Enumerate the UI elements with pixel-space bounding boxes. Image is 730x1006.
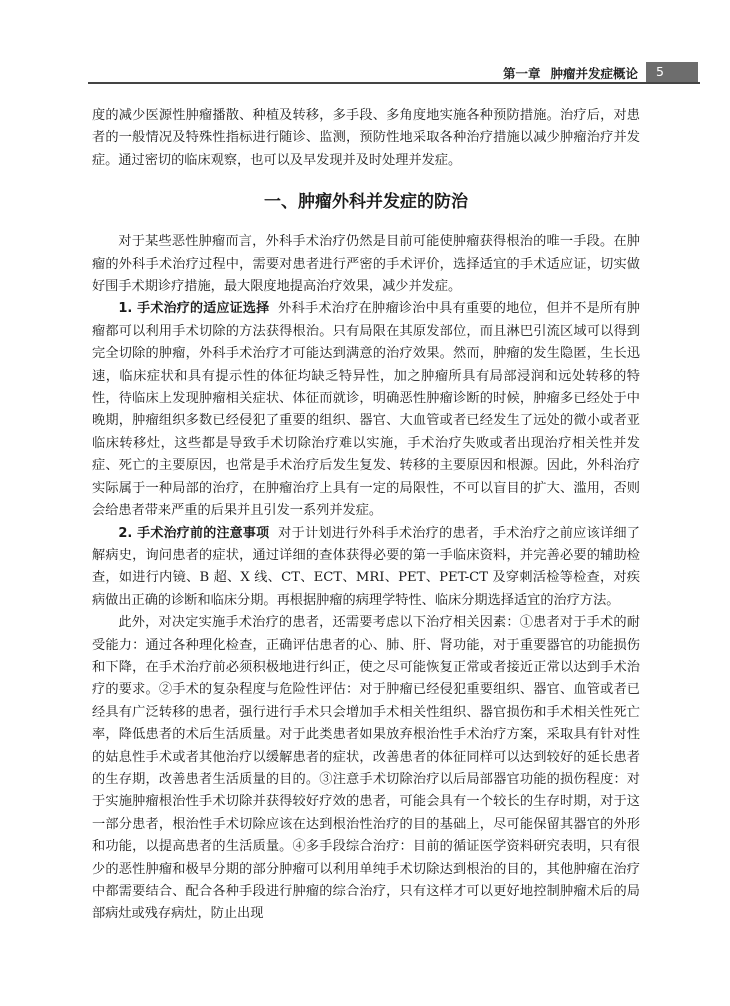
running-header bbox=[503, 64, 638, 82]
chapter-label: 第一章 bbox=[502, 66, 541, 81]
page-number: 5 bbox=[646, 62, 698, 82]
page-body bbox=[92, 105, 640, 926]
paragraph-2 bbox=[92, 298, 640, 522]
paragraph-3-body: 对于计划进行外科手术治疗的患者，手术治疗之前应该详细了解病史，询问患者的症状，通过详细的查体获得必要的第一手临床资料，并完善必要的辅助检查，如进行内镜、B 超、X 线、CT、ECT、MRI、PET、PET-CT 及穿刺活检等检查，对疾病做出正确的诊断和临床分期。再根据肿瘤的病理学特性、临床分期选择适宜的治疗方法。 bbox=[92, 525, 640, 608]
paragraph-4: 此外，对决定实施手术治疗的患者，还需要考虑以下治疗相关因素：①患者对于手术的耐受能力：通过各种理化检查，正确评估患者的心、肺、肝、肾功能，对于重要器官的功能损伤和下降，在手术治疗前必须积极地进行纠正，使之尽可能恢复正常或者接近正常以达到手术治疗的要求。②手术的复杂程度与危险性评估：对于肿瘤已经侵犯重要组织、器官、血管或者已经具有广泛转移的患者，强行进行手术只会增加手术相关性组织、器官损伤和手术相关性死亡率，降低患者的术后生活质量。对于此类患者如果放弃根治性手术治疗方案，采取具有针对性的姑息性手术或者其他治疗以缓解患者的症状，改善患者的体征同样可以达到较好的延长患者的生存期，改善患者生活质量的目的。③注意手术切除治疗以后局部器官功能的损伤程度：对于实施肿瘤根治性手术切除并获得较好疗效的患者，可能会具有一个较长的生存时期，对于这一部分患者，根治性手术切除应该在达到根治性治疗的目的基础上，尽可能保留其器官的外形和功能，以提高患者的生活质量。④多手段综合治疗：目前的循证医学资料研究表明，只有很少的恶性肿瘤和极早分期的部分肿瘤可以利用单纯手术切除达到根治的目的，其他肿瘤在治疗中都需要结合、配合各种手段进行肿瘤的综合治疗，只有这样才可以更好地控制肿瘤术后的局部病灶或残存病灶，防止出现 bbox=[92, 615, 640, 922]
subheading-indications: 1. 手术治疗的适应证选择 bbox=[118, 301, 270, 317]
intro-paragraph: 度的减少医源性肿瘤播散、种植及转移，多手段、多角度地实施各种预防措施。治疗后，对患者的一般情况及特殊性指标进行随诊、监测，预防性地采取各种治疗措施以减少肿瘤治疗并发症。通过密切的临床观察，也可以及早发现并及时处理并发症。 bbox=[92, 108, 640, 168]
paragraph-3 bbox=[92, 523, 640, 613]
paragraph-1: 对于某些恶性肿瘤而言，外科手术治疗仍然是目前可能使肿瘤获得根治的唯一手段。在肿瘤的外科手术治疗过程中，需要对患者进行严密的手术评价，选择适宜的手术适应证，切实做好围手术期诊疗措施，最大限度地提高治疗效果，减少并发症。 bbox=[92, 234, 640, 295]
paragraph-2-body: 外科手术治疗在肿瘤诊治中具有重要的地位，但并不是所有肿瘤都可以利用手术切除的方法获得根治。只有局限在其原发部位，而且淋巴引流区域可以得到完全切除的肿瘤，外科手术治疗才可能达到满意的治疗效果。然而，肿瘤的发生隐匿，生长迅速，临床症状和具有提示性的体征均缺乏特异性，加之肿瘤所具有局部浸润和远处转移的特性，待临床上发现肿瘤相关症状、体征而就诊，明确恶性肿瘤诊断的时候，肿瘤多已经处于中晚期，肿瘤组织多数已经侵犯了重要的组织、器官、大血管或者已经发生了远处的微小或者亚临床转移灶，这些都是导致手术切除治疗难以实施，手术治疗失败或者出现治疗相关性并发症、死亡的主要原因，也常是手术治疗后发生复发、转移的主要原因和根源。因此，外科治疗实际属于一种局部的治疗，在肿瘤治疗上具有一定的局限性，不可以盲目的扩大、滥用，否则会给患者带来严重的后果并且引发一系列并发症。 bbox=[92, 301, 640, 519]
header-rule bbox=[88, 82, 700, 84]
subheading-preop-notes: 2. 手术治疗前的注意事项 bbox=[118, 525, 270, 541]
section-title: 一、肿瘤外科并发症的防治 bbox=[264, 192, 468, 213]
chapter-title: 肿瘤并发症概论 bbox=[550, 66, 638, 81]
